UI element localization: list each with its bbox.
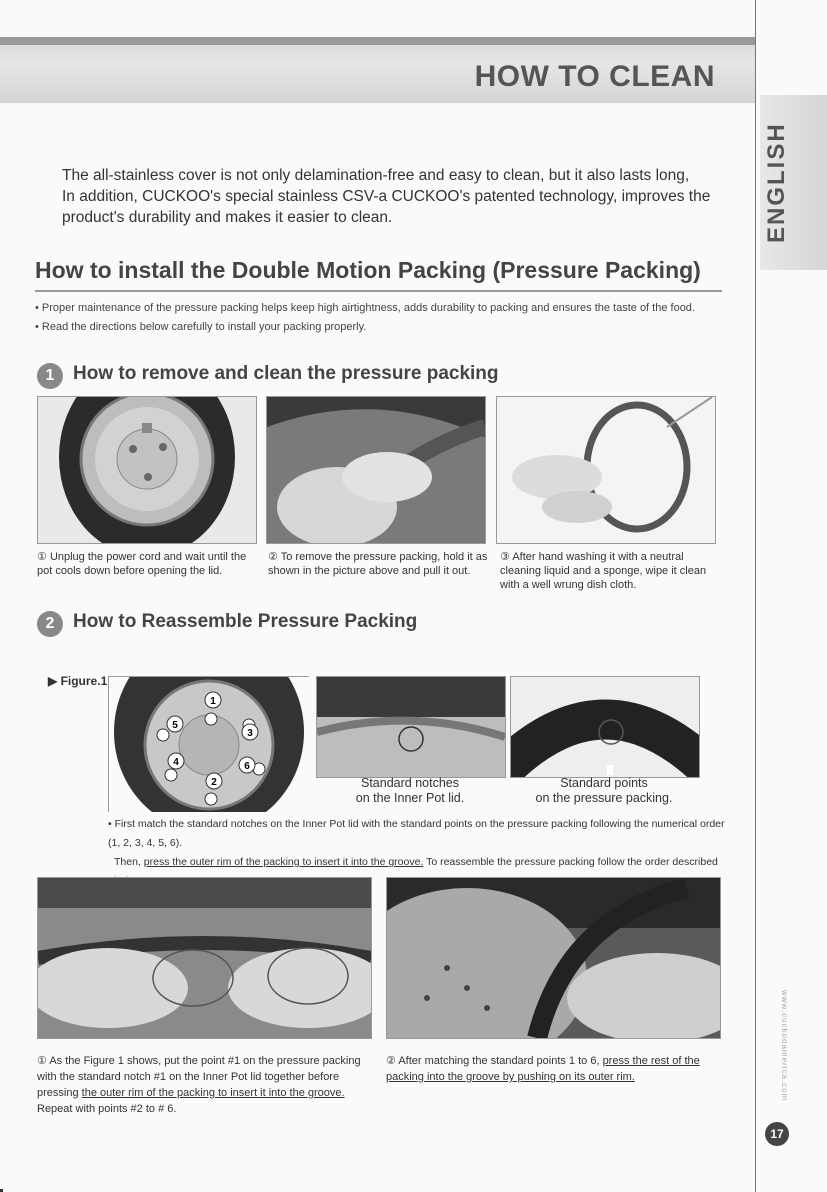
caption-line: Standard notches [361,776,459,790]
section-bullets [35,299,735,337]
caption-number: ② [268,551,278,563]
photo-inner-lid [37,396,257,544]
photo-wash-packing [496,396,716,544]
bullet-item: • Proper maintenance of the pressure packing helps keep high airtightness, adds durability to packing and ensures the taste of the food. [35,302,695,314]
figure-label: ▶ Figure.1 [48,674,108,688]
photo-press-rim [37,877,372,1039]
caption-line: on the pressure packing. [535,791,673,805]
step-heading: How to remove and clean the pressure packing [73,363,499,384]
points-caption [510,776,698,806]
step-number-badge: 1 [37,363,63,389]
caption-text: As the Figure 1 shows, put the point #1 on the pressure packing with the standard notch #1 on the Inner Pot lid together before pressing [37,1055,361,1099]
section-heading: How to install the Double Motion Packing (Pressure Packing) [35,257,701,283]
caption-line: on the Inner Pot lid. [355,791,465,805]
step1-caption [37,550,257,578]
marker-label: 1 [210,696,216,707]
photo-push-rim [386,877,721,1039]
step1-caption [268,550,488,578]
note-underlined-text: press the outer rim of the packing to insert it into the groove. [143,856,424,868]
intro-line: product's durability and makes it easier to clean. [62,209,393,226]
step-heading: How to Reassemble Pressure Packing [73,611,418,632]
note-line: • First match the standard notches on the Inner Pot lid with the standard points on the pressure packing following the numerical order (1, 2, 3, 4, 5, 6). [108,818,725,849]
caption-text: After matching the standard points 1 to 6, [398,1055,603,1067]
header-top-rule [0,37,755,45]
language-tab-label: ENGLISH [763,122,790,243]
step1-caption [500,550,710,592]
photo-standard-points [510,676,700,778]
right-margin-rule [755,0,756,1192]
photo-remove-packing [266,396,486,544]
caption-text: After hand washing it with a neutral cleaning liquid and a sponge, wipe it clean with a well wrung dish cloth. [500,551,707,591]
caption-text: To remove the pressure packing, hold it as shown in the picture above and pull it out. [268,551,488,577]
marker-label: 3 [247,728,253,739]
page-title: HOW TO CLEAN [474,60,715,93]
caption-number: ① [37,551,47,563]
marker-label: 2 [211,777,217,788]
page-number: 17 [765,1122,789,1146]
caption-number: ③ [500,551,510,563]
reassemble-caption [37,1053,377,1117]
marker-label: 6 [244,761,250,772]
caption-number: ② [386,1055,396,1067]
website-url: www.cuckooamerica.com [780,990,789,1102]
caption-underlined-text: the outer rim of the packing to insert it into the groove. [81,1087,345,1099]
reassemble-caption [386,1053,726,1085]
intro-line: The all-stainless cover is not only delamination-free and easy to clean, but it also lasts long, [62,167,690,184]
caption-line: Standard points [560,776,648,790]
caption-text: Unplug the power cord and wait until the pot cools down before opening the lid. [37,551,247,577]
note-text: To reassemble the pressure packing follow the order described [426,856,718,868]
intro-paragraph [62,165,742,228]
intro-line: In addition, CUCKOO's special stainless CSV-a CUCKOO's patented technology, improves the [62,188,711,205]
caption-text: Repeat with points #2 to # 6. [37,1103,177,1115]
bullet-item: • Read the directions below carefully to install your packing properly. [35,321,367,333]
caption-underlined-text: press the rest of the packing into the groove by pushing on its outer rim. [386,1055,700,1083]
notch-caption [316,776,504,806]
marker-label: 5 [172,720,178,731]
note-text: Then, [114,856,144,868]
figure-inner-lid [108,676,309,812]
caption-number: ① [37,1055,47,1067]
marker-label: 4 [173,757,179,768]
step-number-badge: 2 [37,611,63,637]
section-rule [35,290,722,292]
photo-standard-notches [316,676,506,778]
